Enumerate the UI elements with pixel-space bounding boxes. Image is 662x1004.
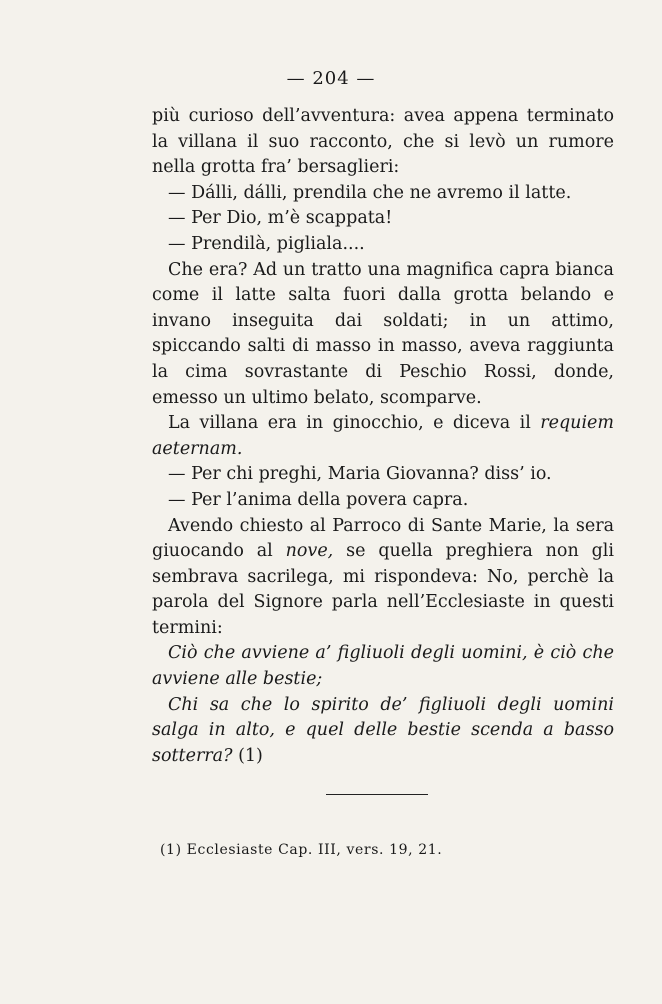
paragraph: più curioso dell’avventura: avea appena terminato la villana il suo racconto, che si levò un rumore nella grotta fra’ bersaglieri: <box>152 106 614 178</box>
body-text <box>152 104 614 769</box>
italic-text-run: requiem aeternam. <box>152 413 614 459</box>
dialogue-line: — Per Dio, m’è scappata! <box>168 208 393 229</box>
text-run: La villana era in ginocchio, e diceva il <box>168 413 541 434</box>
italic-text-run: nove, <box>285 541 334 562</box>
italic-text-run: Chi sa che lo spirito de’ figliuoli degli uomini salga in alto, e quel delle bestie scenda a basso sotterra? <box>152 694 614 766</box>
paragraph <box>152 411 614 462</box>
dialogue-line: — Dálli, dálli, prendila che ne avremo il latte. <box>168 182 572 203</box>
paragraph: Che era? Ad un tratto una magnifica capra bianca come il latte salta fuori dalla grotta belando e invano inseguita dai soldati; in un attimo, spiccando salti di masso in masso, aveva raggiunta la cima sovrastante di Peschio Rossi, donde, emesso un ultimo belato, scomparve. <box>152 259 614 408</box>
text-run: Avendo chiesto al Parroco di Sante Marie, la sera giuocando al <box>152 515 614 562</box>
quotation <box>152 693 614 770</box>
footnote: (1) Ecclesiaste Cap. III, vers. 19, 21. <box>160 842 443 858</box>
dialogue-line: — Per chi preghi, Maria Giovanna? diss’ io. <box>168 464 552 485</box>
text-run: se quella preghiera non gli sembrava sacrilega, mi rispondeva: No, perchè la parola del Signore parla nell’Ecclesiaste in questi termini: <box>152 541 614 638</box>
footnote-divider <box>326 794 428 795</box>
dialogue-line: — Per l’anima della povera capra. <box>168 489 469 510</box>
dialogue-line: — Prendilà, pigliala.... <box>168 233 365 254</box>
page-number: — 204 — <box>286 68 376 89</box>
paragraph <box>152 514 614 642</box>
footnote-marker: (1) <box>232 745 263 766</box>
quotation: Ciò che avviene a’ figliuoli degli uomini, è ciò che avviene alle bestie; <box>152 643 614 690</box>
